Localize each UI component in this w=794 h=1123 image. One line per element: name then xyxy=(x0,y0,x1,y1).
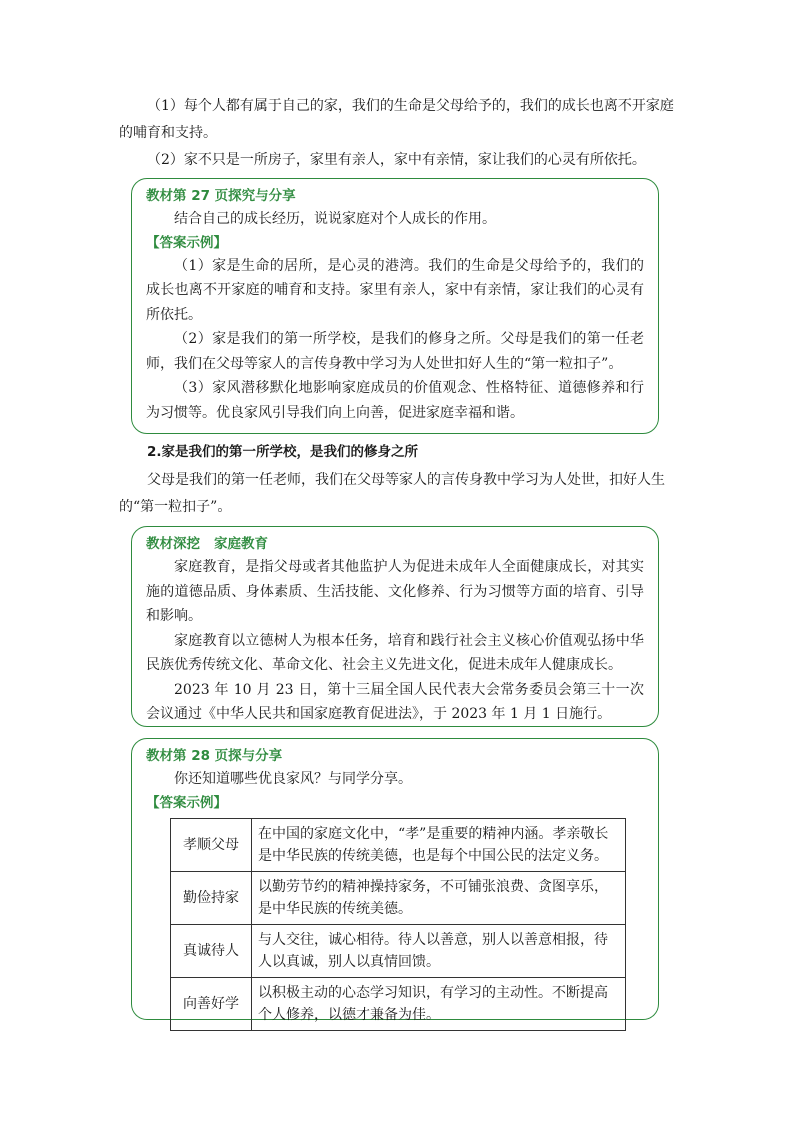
deep-dive-paragraph-3: 2023 年 10 月 23 日，第十三届全国人民代表大会常务委员会第三十一次会议通过《中华人民共和国家庭教育促进法》，于 2023 年 1 月 1 日施行。 xyxy=(146,681,644,722)
textbook-deep-dive-box xyxy=(131,526,659,727)
box-question: 结合自己的成长经历，说说家庭对个人成长的作用。 xyxy=(174,211,496,227)
deep-dive-paragraph-2: 家庭教育以立德树人为根本任务，培育和践行社会主义核心价值观弘扬中华民族优秀传统文化、革命文化、社会主义先进文化，促进未成年人健康成长。 xyxy=(146,632,644,673)
table-row xyxy=(171,977,626,1030)
textbook-box-p27 xyxy=(131,178,659,434)
deep-dive-paragraph-1: 家庭教育，是指父母或者其他监护人为促进未成年人全面健康成长，对其实施的道德品质、身体素质、生活技能、文化修养、行为习惯等方面的培育、引导和影响。 xyxy=(146,559,644,624)
table-row xyxy=(171,871,626,924)
section-heading-2: 2.家是我们的第一所学校，是我们的修身之所 xyxy=(147,444,419,460)
answer-2: （2）家是我们的第一所学校，是我们的修身之所。父母是我们的第一任老师，我们在父母等家人的言传身教中学习为人处世扣好人生的“第一粒扣子”。 xyxy=(146,331,644,372)
table-cell-value: 在中国的家庭文化中，“孝”是重要的精神内涵。孝亲敬长是中华民族的传统美德，也是每个中国公民的法定义务。 xyxy=(252,818,626,871)
table-row xyxy=(171,924,626,977)
answer-label: 【答案示例】 xyxy=(146,794,227,811)
box-title-a: 教材深挖 xyxy=(146,536,200,552)
box-title: 教材第 27 页探究与分享 xyxy=(146,188,296,204)
table-cell-key: 向善好学 xyxy=(171,977,252,1030)
answer-label: 【答案示例】 xyxy=(146,234,227,251)
answer-3: （3）家风潜移默化地影响家庭成员的价值观念、性格特征、道德修养和行为习惯等。优良家风引导我们向上向善，促进家庭幸福和谐。 xyxy=(146,380,644,421)
box-title-b: 家庭教育 xyxy=(214,536,268,552)
box-title xyxy=(146,533,644,555)
answer-1: （1）家是生命的居所，是心灵的港湾。我们的生命是父母给予的，我们的成长也离不开家庭的哺育和支持。家里有亲人，家中有亲情，家让我们的心灵有所依托。 xyxy=(146,257,644,323)
box-question: 你还知道哪些优良家风？与同学分享。 xyxy=(174,771,412,787)
intro-paragraph-2: （2）家不只是一所房子，家里有亲人，家中有亲情，家让我们的心灵有所依托。 xyxy=(147,152,646,168)
table-cell-value: 以勤劳节约的精神操持家务，不可铺张浪费、贪图享乐，是中华民族的传统美德。 xyxy=(252,871,626,924)
family-values-table xyxy=(170,818,626,1031)
table-cell-key: 勤俭持家 xyxy=(171,871,252,924)
intro-paragraph-1: （1）每个人都有属于自己的家，我们的生命是父母给予的，我们的成长也离不开家庭的哺育和支持。 xyxy=(119,98,674,141)
table-row xyxy=(171,818,626,871)
table-cell-key: 真诚待人 xyxy=(171,924,252,977)
box-title: 教材第 28 页探与分享 xyxy=(146,748,283,764)
section-2-text: 父母是我们的第一任老师，我们在父母等家人的言传身教中学习为人处世，扣好人生的“第一粒扣子”。 xyxy=(119,472,665,515)
table-cell-value: 以积极主动的心态学习知识，有学习的主动性。不断提高个人修养，以德才兼备为佳。 xyxy=(252,977,626,1030)
table-cell-value: 与人交往，诚心相待。待人以善意，别人以善意相报，待人以真诚，别人以真情回馈。 xyxy=(252,924,626,977)
textbook-box-p28 xyxy=(131,738,659,1023)
table-cell-key: 孝顺父母 xyxy=(171,818,252,871)
